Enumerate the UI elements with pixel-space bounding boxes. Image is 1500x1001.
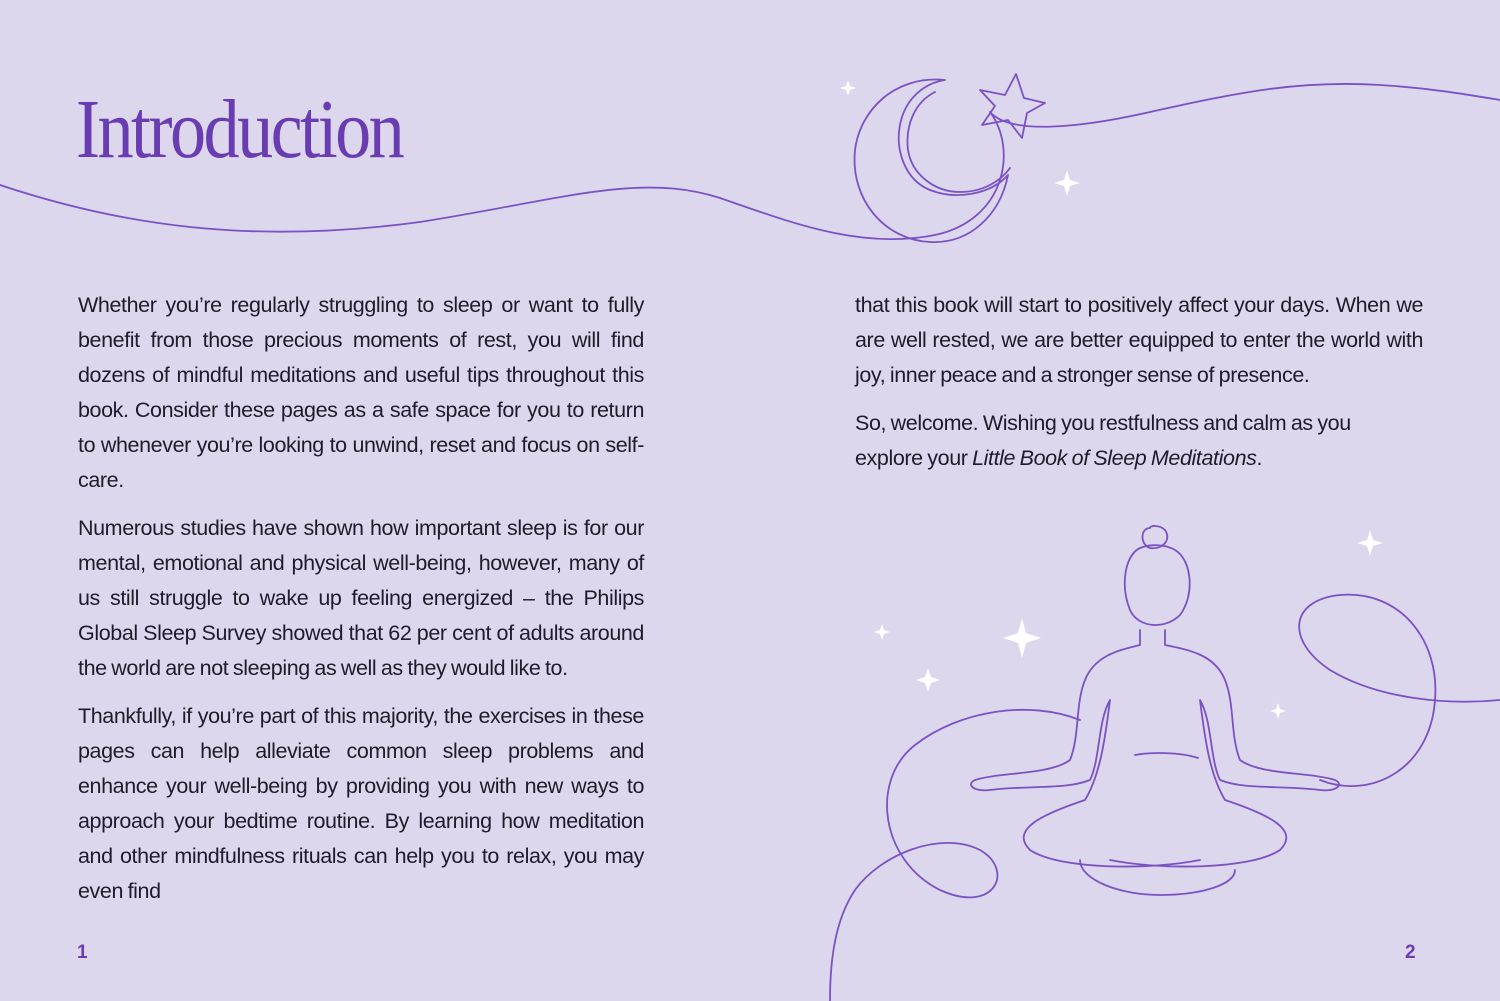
- page-number-left: 1: [77, 942, 88, 963]
- star-icon: [980, 74, 1045, 138]
- sparkle-icon: [840, 80, 856, 96]
- flowing-loop-line: [1299, 595, 1500, 786]
- sparkle-icon: [874, 624, 890, 640]
- paragraph: Numerous studies have shown how important sleep is for our mental, emotional and physical well-being, however, many of us still struggle to wake up feeling energized – the Philips Global Sleep Survey showed that 62 per cent of adults around the world are not sleeping as well as they would like to.: [78, 516, 644, 680]
- book-title: Little Book of Sleep Meditations: [972, 446, 1257, 470]
- left-page-body: [78, 288, 644, 922]
- page-number-right: 2: [1405, 942, 1416, 963]
- paragraph: Thankfully, if you’re part of this majority, the exercises in these pages can help alleviate common sleep problems and enhance your well-being by providing you with new ways to approach your bedtime routine. By learning how meditation and other mindfulness rituals can help you to relax, you may even find: [78, 704, 644, 903]
- paragraph: Whether you’re regularly struggling to sleep or want to fully benefit from those precious moments of rest, you will find dozens of mindful meditations and useful tips throughout this book. Consider these pages as a safe space for you to return to whenever you’re looking to unwind, reset and focus on self-care.: [78, 293, 644, 492]
- sparkle-icon: [1054, 170, 1080, 196]
- sparkle-icon: [1357, 530, 1383, 556]
- welcome-end: .: [1256, 446, 1263, 470]
- chapter-title: Introduction: [76, 83, 403, 176]
- moon-icon: [855, 80, 1008, 243]
- sparkle-icon: [1003, 618, 1041, 658]
- paragraph: that this book will start to positively affect your days. When we are well rested, we are better equipped to enter the world with joy, inner peace and a stronger sense of presence.: [855, 293, 1423, 387]
- sparkle-icon: [1270, 703, 1286, 719]
- welcome-text: So, welcome. Wishing you restfulness and calm as you explore your: [855, 411, 1351, 470]
- sparkle-icon: [916, 668, 940, 692]
- right-page-body: [855, 288, 1423, 489]
- paragraph-welcome: [855, 406, 1423, 476]
